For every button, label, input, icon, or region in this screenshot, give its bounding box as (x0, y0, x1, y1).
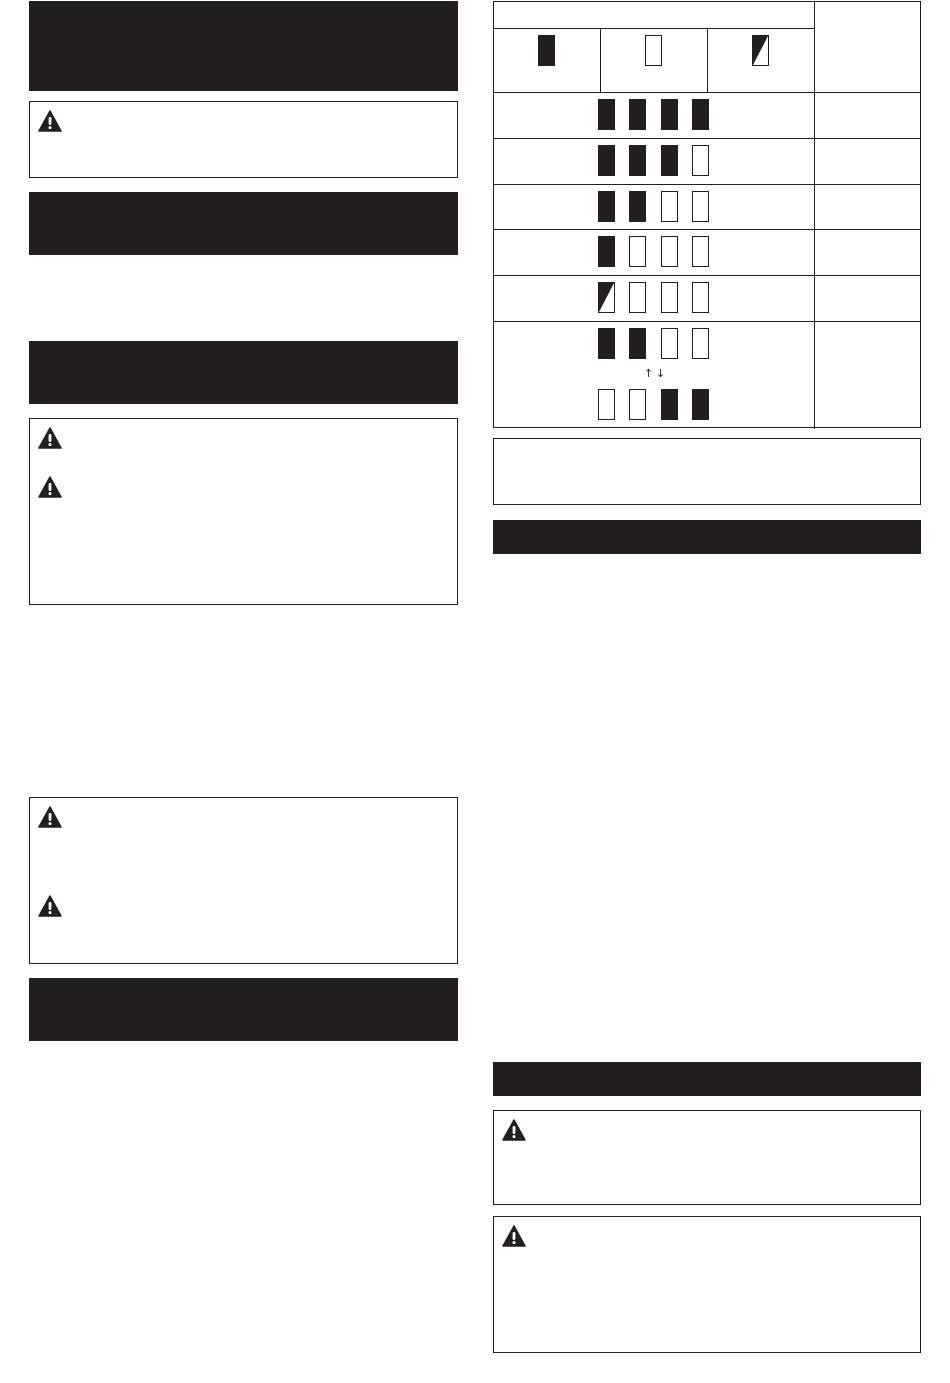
arrow-up-icon: ↑ (644, 367, 654, 380)
indicator-blinking (598, 282, 615, 313)
indicator-off (692, 191, 709, 222)
indicator-lit (598, 99, 615, 130)
indicator-lit (598, 191, 615, 222)
indicator-lit (538, 35, 555, 66)
indicator-lit (598, 145, 615, 176)
indicator-lit (692, 99, 709, 130)
indicator-off (692, 145, 709, 176)
warning-triangle-icon (38, 895, 62, 917)
indicator-blinking (752, 35, 769, 66)
indicator-off (661, 236, 678, 267)
indicator-off (661, 191, 678, 222)
section-header-bar (29, 341, 458, 404)
indicator-off (645, 35, 662, 66)
section-header-bar (29, 1, 458, 91)
arrow-down-icon: ↓ (656, 367, 666, 380)
indicator-lit (629, 145, 646, 176)
warning-triangle-icon (502, 1119, 526, 1141)
indicator-lit (629, 99, 646, 130)
indicator-off (629, 282, 646, 313)
section-header-bar (29, 192, 458, 255)
caution-box (29, 418, 458, 605)
indicator-off (692, 282, 709, 313)
indicator-lit (598, 236, 615, 267)
indicator-off (692, 328, 709, 359)
indicator-lit (629, 191, 646, 222)
indicator-off (629, 236, 646, 267)
indicator-off (661, 328, 678, 359)
indicator-lit (598, 328, 615, 359)
section-header-bar (493, 520, 921, 554)
warning-triangle-icon (38, 110, 62, 132)
note-box (493, 438, 921, 505)
caution-box (29, 797, 458, 964)
indicator-lit (692, 389, 709, 420)
caution-box (493, 1216, 921, 1353)
indicator-lit (661, 389, 678, 420)
indicator-lit (661, 99, 678, 130)
warning-triangle-icon (502, 1225, 526, 1247)
indicator-off (598, 389, 615, 420)
warning-triangle-icon (38, 806, 62, 828)
section-header-bar (493, 1062, 921, 1096)
caution-box (29, 101, 458, 178)
warning-triangle-icon (38, 427, 62, 449)
indicator-lit (629, 328, 646, 359)
indicator-lit (661, 145, 678, 176)
indicator-off (692, 236, 709, 267)
caution-box (493, 1110, 921, 1205)
indicator-off (629, 389, 646, 420)
capacity-indicator-table (493, 1, 921, 428)
warning-triangle-icon (38, 476, 62, 498)
section-header-bar (29, 978, 458, 1041)
indicator-off (661, 282, 678, 313)
